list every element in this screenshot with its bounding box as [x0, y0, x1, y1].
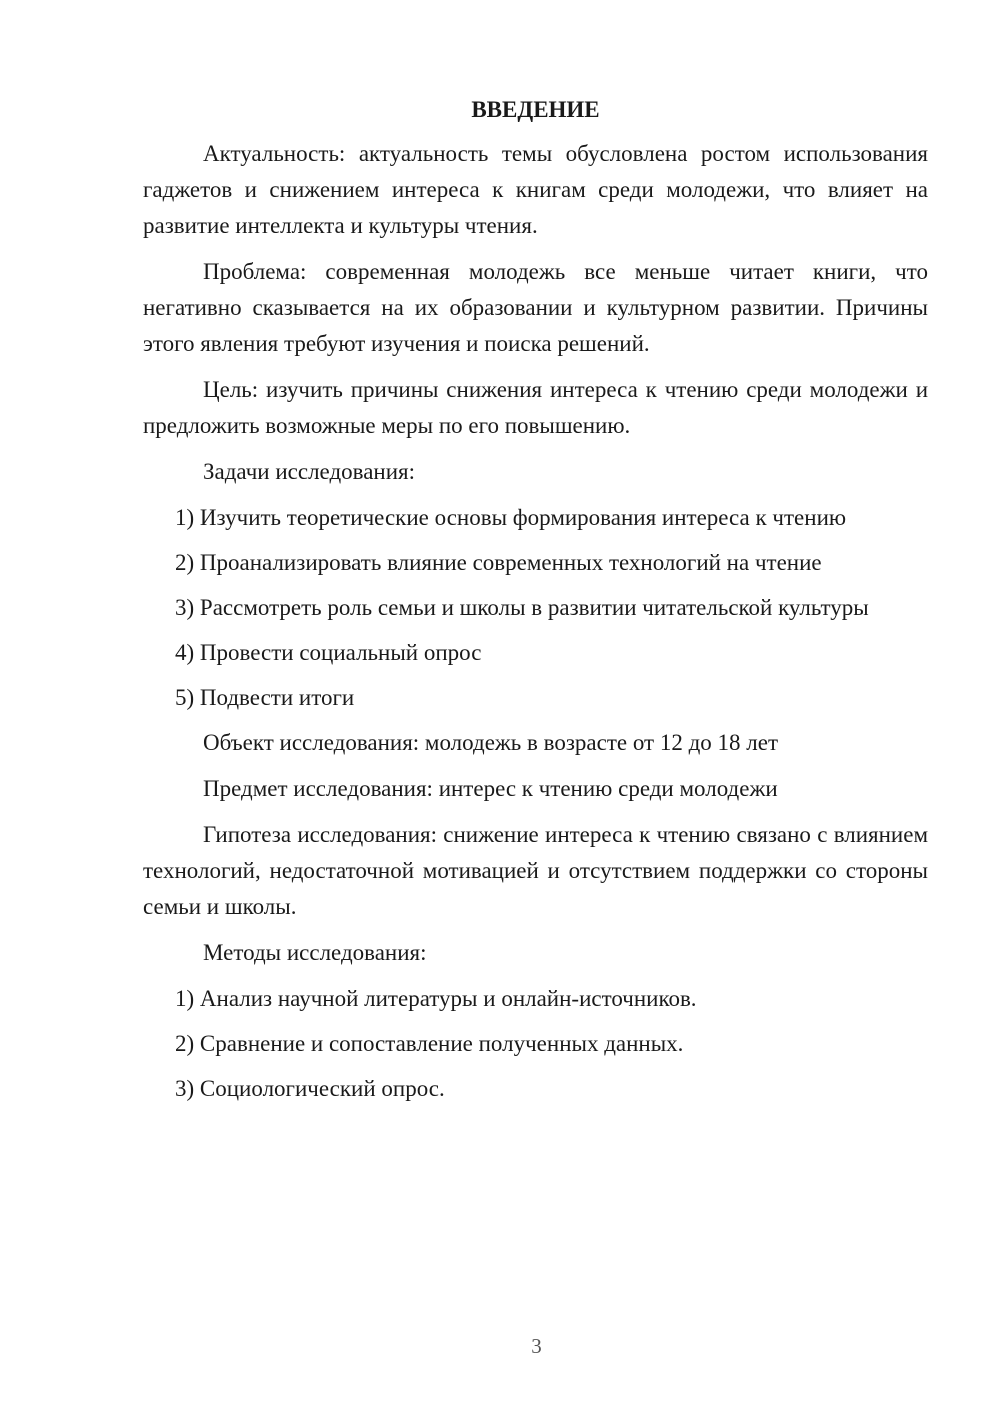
problem-paragraph: Проблема: современная молодежь все меньше читает книги, что негативно сказывается на их образовании и культурном развитии. Причины этого явления требуют изучения и поиска решений. [143, 259, 928, 356]
list-item: 1) Анализ научной литературы и онлайн-источников. [175, 986, 697, 1011]
list-item: 4) Провести социальный опрос [175, 640, 482, 665]
tasks-list [143, 500, 928, 716]
list-item: 3) Социологический опрос. [175, 1076, 445, 1101]
methods-list [143, 981, 928, 1107]
list-item: 1) Изучить теоретические основы формирования интереса к чтению [175, 505, 847, 530]
object-line: Объект исследования: молодежь в возрасте от 12 до 18 лет [203, 730, 779, 755]
tasks-title: Задачи исследования: [203, 459, 416, 484]
list-item: 2) Сравнение и сопоставление полученных данных. [175, 1031, 684, 1056]
goal-paragraph: Цель: изучить причины снижения интереса к чтению среди молодежи и предложить возможные меры по его повышению. [143, 377, 928, 438]
section-heading: ВВЕДЕНИЕ [471, 97, 600, 122]
list-item: 2) Проанализировать влияние современных технологий на чтение [175, 550, 822, 575]
list-item: 3) Рассмотреть роль семьи и школы в развитии читательской культуры [175, 595, 869, 620]
subject-line: Предмет исследования: интерес к чтению среди молодежи [203, 776, 778, 801]
methods-title: Методы исследования: [203, 940, 427, 965]
relevance-paragraph: Актуальность: актуальность темы обусловлена ростом использования гаджетов и снижением интереса к книгам среди молодежи, что влияет на развитие интеллекта и культуры чтения. [143, 141, 928, 238]
page-number: 3 [531, 1334, 542, 1358]
list-item: 5) Подвести итоги [175, 685, 355, 710]
page-content [143, 94, 928, 1116]
hypothesis-paragraph: Гипотеза исследования: снижение интереса к чтению связано с влиянием технологий, недостаточной мотивацией и отсутствием поддержки со стороны семьи и школы. [143, 822, 928, 919]
